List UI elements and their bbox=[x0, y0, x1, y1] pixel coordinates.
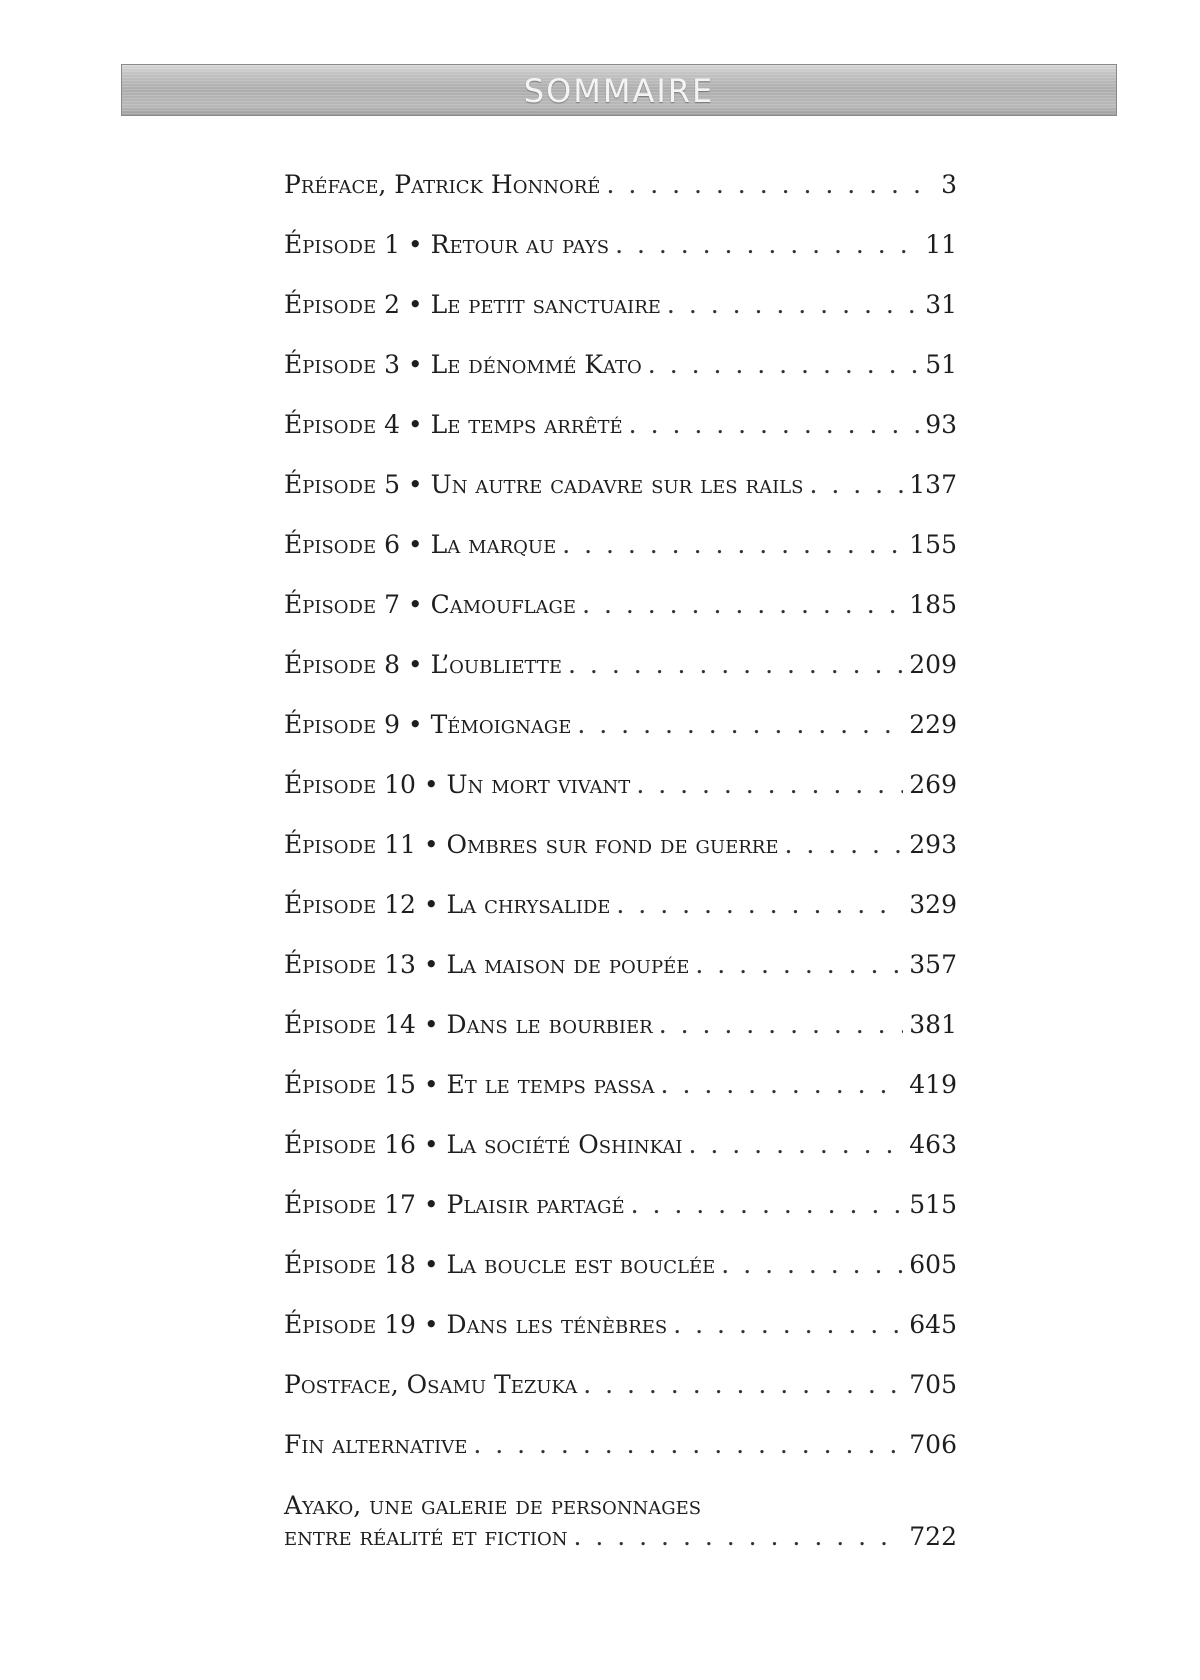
toc-leader-dots bbox=[573, 1521, 903, 1552]
toc-entry-page: 357 bbox=[909, 950, 957, 979]
toc-entry bbox=[284, 650, 957, 710]
toc-entry-title: Fin alternative bbox=[284, 1430, 468, 1459]
toc-entry-title: Préface, Patrick Honnoré bbox=[284, 170, 601, 199]
toc-entry bbox=[284, 230, 957, 290]
toc-entry bbox=[284, 1310, 957, 1370]
toc-entry-title: Épisode 10 • Un mort vivant bbox=[284, 770, 631, 799]
toc-entry-page: 605 bbox=[909, 1250, 957, 1279]
toc-entry-page: 31 bbox=[925, 290, 957, 319]
toc-leader-dots bbox=[577, 710, 903, 739]
toc-entry bbox=[284, 1190, 957, 1250]
toc-entry-title: Épisode 11 • Ombres sur fond de guerre bbox=[284, 830, 779, 859]
toc-entry-title: Épisode 1 • Retour au pays bbox=[284, 230, 610, 259]
toc-entry-page: 93 bbox=[925, 410, 957, 439]
toc-entry-title: Épisode 6 • La marque bbox=[284, 530, 557, 559]
toc-entry-last bbox=[284, 1490, 957, 1552]
toc-leader-dots bbox=[661, 1070, 904, 1099]
toc-leader-dots bbox=[673, 1310, 903, 1339]
toc-entry-page: 229 bbox=[909, 710, 957, 739]
toc-entry-title: Postface, Osamu Tezuka bbox=[284, 1370, 578, 1399]
toc-entry-page: 463 bbox=[909, 1130, 957, 1159]
toc-entry-page: 11 bbox=[925, 230, 957, 259]
toc-entry bbox=[284, 470, 957, 530]
toc-entry bbox=[284, 1070, 957, 1130]
sommaire-banner bbox=[121, 64, 1117, 116]
toc-entry bbox=[284, 590, 957, 650]
toc-leader-dots bbox=[616, 890, 903, 919]
toc-entry bbox=[284, 950, 957, 1010]
toc-entry-page: 3 bbox=[941, 170, 957, 199]
toc-entry-title: Épisode 14 • Dans le bourbier bbox=[284, 1010, 653, 1039]
toc-leader-dots bbox=[636, 770, 903, 799]
toc-entry-title: Épisode 16 • La société Oshinkai bbox=[284, 1130, 683, 1159]
toc-entry-title: Épisode 4 • Le temps arrêté bbox=[284, 410, 623, 439]
toc-entry bbox=[284, 770, 957, 830]
toc-leader-dots bbox=[667, 290, 919, 319]
toc-leader-dots bbox=[583, 1370, 903, 1399]
toc-leader-dots bbox=[721, 1250, 903, 1279]
toc-entry-page: 269 bbox=[909, 770, 957, 799]
toc-entry-title: Épisode 19 • Dans les ténèbres bbox=[284, 1310, 668, 1339]
toc-entry-title: Épisode 3 • Le dénommé Kato bbox=[284, 350, 642, 379]
toc-entry bbox=[284, 290, 957, 350]
toc-entry bbox=[284, 1370, 957, 1430]
toc-entry-page: 51 bbox=[925, 350, 957, 379]
toc-entry bbox=[284, 170, 957, 230]
toc-entry-page: 722 bbox=[909, 1522, 957, 1551]
toc-entry bbox=[284, 830, 957, 890]
toc-entry-title: Épisode 15 • Et le temps passa bbox=[284, 1070, 655, 1099]
toc-leader-dots bbox=[695, 950, 903, 979]
table-of-contents bbox=[284, 170, 957, 1552]
toc-leader-dots bbox=[562, 530, 903, 559]
toc-entry-page: 329 bbox=[909, 890, 957, 919]
toc-entry bbox=[284, 1430, 957, 1490]
toc-leader-dots bbox=[689, 1130, 904, 1159]
toc-entry-title-line2-row bbox=[284, 1521, 957, 1552]
toc-entry-title: Épisode 8 • L’oubliette bbox=[284, 650, 563, 679]
toc-entry-page: 293 bbox=[909, 830, 957, 859]
toc-entry-title: Épisode 5 • Un autre cadavre sur les rails bbox=[284, 470, 804, 499]
toc-entry-title: Épisode 12 • La chrysalide bbox=[284, 890, 611, 919]
toc-leader-dots bbox=[606, 170, 935, 199]
toc-leader-dots bbox=[473, 1430, 903, 1459]
toc-entry bbox=[284, 890, 957, 950]
toc-leader-dots bbox=[784, 830, 903, 859]
toc-entry-page: 706 bbox=[909, 1430, 957, 1459]
toc-leader-dots bbox=[809, 470, 903, 499]
toc-leader-dots bbox=[659, 1010, 904, 1039]
toc-entry-page: 381 bbox=[909, 1010, 957, 1039]
toc-entry-page: 515 bbox=[909, 1190, 957, 1219]
toc-leader-dots bbox=[629, 410, 920, 439]
toc-leader-dots bbox=[582, 590, 903, 619]
toc-entry-page: 155 bbox=[909, 530, 957, 559]
toc-entry-page: 645 bbox=[909, 1310, 957, 1339]
toc-entry-title: Épisode 7 • Camouflage bbox=[284, 590, 577, 619]
toc-entry bbox=[284, 710, 957, 770]
toc-leader-dots bbox=[631, 1190, 904, 1219]
toc-entry bbox=[284, 350, 957, 410]
toc-entry-page: 209 bbox=[909, 650, 957, 679]
toc-entry-page: 705 bbox=[909, 1370, 957, 1399]
toc-entry-title: Épisode 18 • La boucle est bouclée bbox=[284, 1250, 716, 1279]
page-title: SOMMAIRE bbox=[523, 72, 715, 110]
toc-entry-title: Épisode 17 • Plaisir partagé bbox=[284, 1190, 625, 1219]
toc-entry bbox=[284, 1010, 957, 1070]
toc-entry bbox=[284, 1250, 957, 1310]
toc-entry-title: Épisode 9 • Témoignage bbox=[284, 710, 572, 739]
toc-leader-dots bbox=[615, 230, 919, 259]
toc-entry-title: Épisode 2 • Le petit sanctuaire bbox=[284, 290, 661, 319]
toc-entry-page: 419 bbox=[909, 1070, 957, 1099]
toc-leader-dots bbox=[568, 650, 903, 679]
toc-entry-title-line1: Ayako, une galerie de personnages bbox=[284, 1491, 702, 1520]
toc-entry bbox=[284, 410, 957, 470]
toc-leader-dots bbox=[648, 350, 919, 379]
toc-entry-page: 137 bbox=[909, 470, 957, 499]
toc-entry-title: Épisode 13 • La maison de poupée bbox=[284, 950, 690, 979]
toc-entry-page: 185 bbox=[909, 590, 957, 619]
toc-entry-title-line2: entre réalité et fiction bbox=[284, 1522, 568, 1551]
toc-entry bbox=[284, 1130, 957, 1190]
toc-entry bbox=[284, 530, 957, 590]
